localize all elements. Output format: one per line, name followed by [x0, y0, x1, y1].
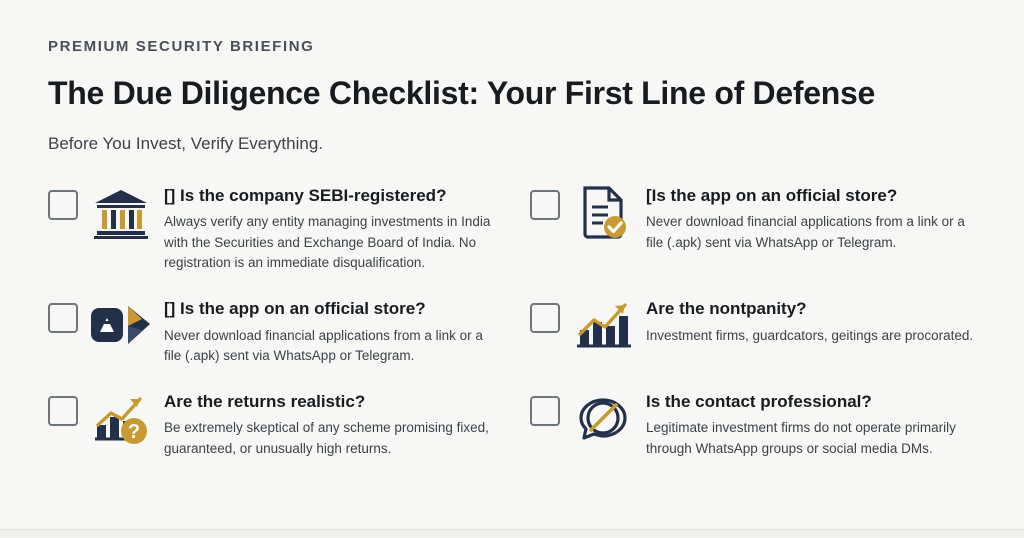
- checklist-title: [] Is the app on an official store?: [164, 299, 426, 319]
- chat-blocked-icon: [572, 390, 634, 448]
- checklist-checkbox[interactable]: [530, 396, 560, 426]
- checklist-checkbox[interactable]: [48, 190, 78, 220]
- checklist-title: [] Is the company SEBI-registered?: [164, 186, 447, 205]
- svg-text:?: ?: [127, 421, 141, 444]
- checklist-body: Legitimate investment firms do not operate primarily through WhatsApp groups or social media DMs.: [646, 420, 956, 456]
- page-subtitle: Before You Invest, Verify Everything.: [48, 134, 323, 153]
- checklist-item: [530, 388, 976, 459]
- checklist-title: Is the contact professional?: [646, 392, 872, 412]
- checklist-title: Are the returns realistic?: [164, 392, 366, 412]
- checklist-grid: [48, 182, 976, 459]
- checklist-body: Investment firms, guardcators, geitings are procorated.: [646, 327, 974, 343]
- growth-chart-icon: [572, 297, 634, 355]
- checklist-item: [530, 182, 976, 273]
- checklist-text: [164, 182, 494, 273]
- checklist-item: [48, 182, 494, 273]
- checklist-title: [Is the app on an official store?: [646, 186, 898, 205]
- bottom-divider: [0, 529, 1024, 538]
- checklist-text: [646, 182, 976, 253]
- checklist-item: [530, 295, 976, 366]
- checklist-title: Are the nontpanity?: [646, 299, 807, 319]
- checklist-body: Never download financial applications from a link or a file (.apk) sent via WhatsApp or Telegram.: [164, 327, 483, 363]
- checklist-item: [48, 388, 494, 459]
- document-check-icon: [572, 184, 634, 242]
- eyebrow-label: PREMIUM SECURITY BRIEFING: [48, 38, 315, 55]
- checklist-body: Always verify any entity managing investments in India with the Securities and Exchange Board of India. No registration is an immediate disqualification.: [164, 214, 491, 270]
- checklist-text: [164, 388, 494, 459]
- bank-building-icon: [90, 184, 152, 242]
- checklist-checkbox[interactable]: [48, 303, 78, 333]
- app-stores-icon: [90, 297, 152, 355]
- checklist-checkbox[interactable]: [530, 190, 560, 220]
- page-title: The Due Diligence Checklist: Your First Line of Defense: [48, 75, 875, 111]
- checklist-checkbox[interactable]: [530, 303, 560, 333]
- checklist-body: Be extremely skeptical of any scheme promising fixed, guaranteed, or unusually high returns.: [164, 420, 489, 456]
- checklist-text: [646, 388, 976, 459]
- checklist-text: [646, 295, 976, 346]
- checklist-text: [164, 295, 494, 366]
- checklist-checkbox[interactable]: [48, 396, 78, 426]
- chart-question-icon: [90, 390, 152, 448]
- checklist-item: [48, 295, 494, 366]
- checklist-body: Never download financial applications from a link or a file (.apk) sent via WhatsApp or Telegram.: [646, 214, 965, 250]
